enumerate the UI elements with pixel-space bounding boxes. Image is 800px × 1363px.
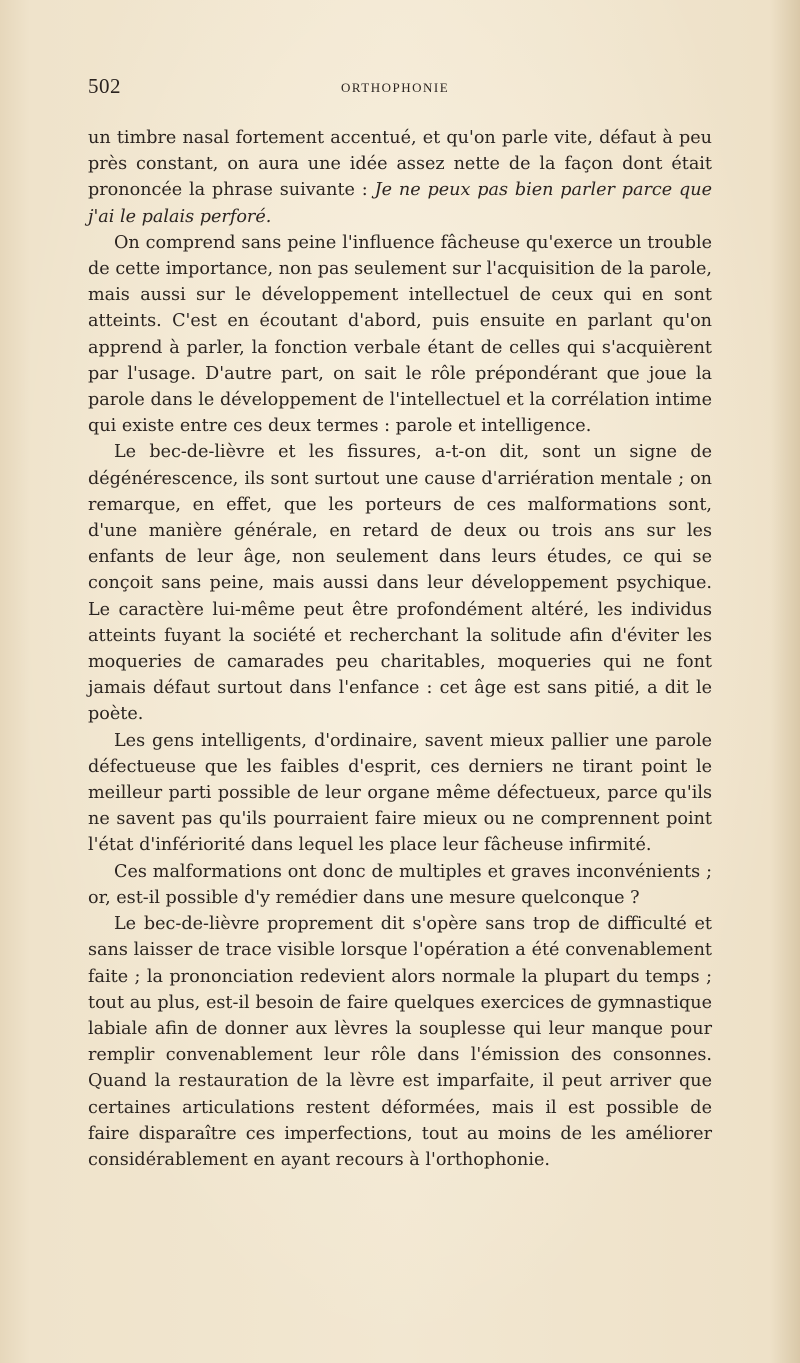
paragraph-2: On comprend sans peine l'influence fâcheuse qu'exerce un trouble de cette importance, non pas seulement sur l'acquisition de la parole, mais aussi sur le développement intellectuel de ceux qui en sont atteints. C'est en écoutant d'abord, puis ensuite en parlant qu'on apprend à parler, la fonction verbale étant de celles qui s'acquièrent par l'usage. D'autre part, on sait le rôle prépondérant que joue la parole dans le développement de l'intellectuel et la corrélation intime qui existe entre ces deux termes : parole et intelligence. [88, 232, 712, 437]
page-header [88, 74, 710, 104]
body-text [88, 125, 712, 1173]
paragraph-4: Les gens intelligents, d'ordinaire, savent mieux pallier une parole défectueuse que les faibles d'esprit, ces derniers ne tirant point le meilleur parti possible de leur organe même défectueux, parce qu'ils ne savent pas qu'ils pourraient faire mieux ou ne comprennent point l'état d'infériorité dans lequel les place leur fâcheuse infirmité. [88, 730, 712, 856]
running-head: ORTHOPHONIE [341, 80, 450, 95]
paragraph-1 [88, 125, 712, 230]
paragraph-5: Ces malformations ont donc de multiples et graves inconvénients ; or, est-il possible d'y remédier dans une mesure quelconque ? [88, 861, 712, 908]
page-number: 502 [88, 74, 121, 98]
paragraph-1-text: un timbre nasal fortement accentué, et qu'on parle vite, défaut à peu près constant, on aura une idée assez nette de la façon dont était prononcée la phrase suivante : [88, 128, 712, 201]
paragraph-3: Le bec-de-lièvre et les fissures, a-t-on dit, sont un signe de dégénérescence, ils sont surtout une cause d'arriération mentale ; on remarque, en effet, que les porteurs de ces malformations sont, d'une manière générale, en retard de deux ou trois ans sur les enfants de leur âge, non seulement dans leurs études, ce qui se conçoit sans peine, mais aussi dans leur développement psychique. Le caractère lui-même peut être profondément altéré, les individus atteints fuyant la société et recherchant la solitude afin d'éviter les moqueries de camarades peu charitables, moqueries qui ne font jamais défaut surtout dans l'enfance : cet âge est sans pitié, a dit le poète. [88, 442, 712, 725]
paragraph-6: Le bec-de-lièvre proprement dit s'opère sans trop de difficulté et sans laisser de trace visible lorsque l'opération a été convenablement faite ; la prononciation redevient alors normale la plupart du temps ; tout au plus, est-il besoin de faire quelques exercices de gymnastique labiale afin de donner aux lèvres la souplesse qui leur manque pour remplir convenablement leur rôle dans l'émission des consonnes. Quand la restauration de la lèvre est imparfaite, il peut arriver que certaines articulations restent déformées, mais il est possible de faire disparaître ces imperfections, tout au moins de les améliorer considérablement en ayant recours à l'orthophonie. [88, 914, 712, 1170]
paragraph-1-italic-quote: Je ne peux pas bien parler parce que j'ai le palais perforé. [88, 180, 712, 227]
